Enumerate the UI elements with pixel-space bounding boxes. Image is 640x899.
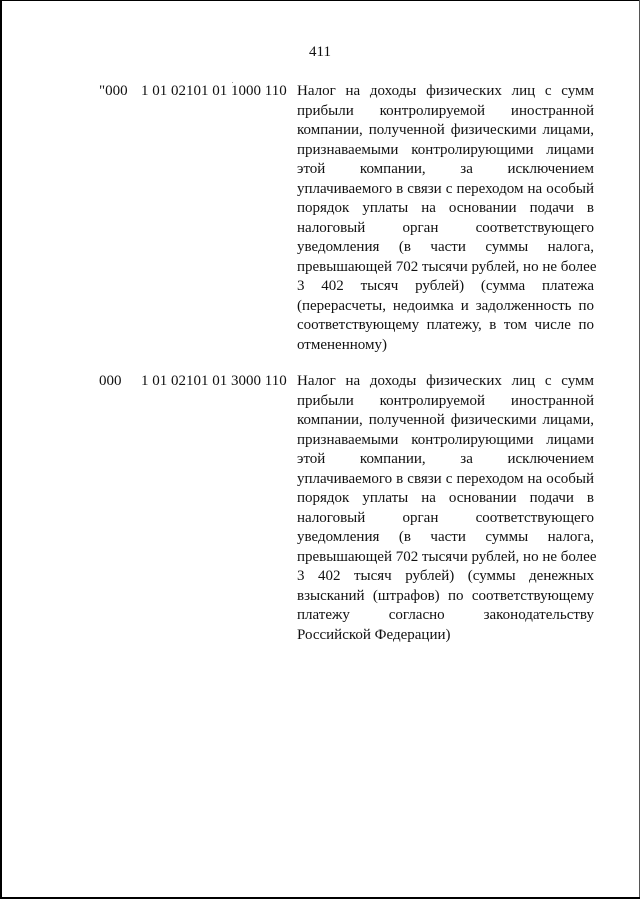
description-line: превышающей 702 тысячи рублей, но не более (297, 548, 597, 565)
description-line: компании, полученной физическими лицами, (297, 412, 594, 428)
scan-border-top (0, 0, 640, 1)
admin-code: 000 (99, 373, 122, 389)
description-line: уплачиваемого в связи с переходом на особый (297, 470, 594, 487)
description-line: 3 402 тысяч рублей) (сумма платежа (297, 278, 594, 294)
description-line: уплачиваемого в связи с переходом на особый (297, 180, 594, 197)
description-line: налоговый орган соответствующего (297, 509, 594, 526)
description (297, 82, 597, 355)
description-line: признаваемыми контролирующими лицами (297, 431, 594, 448)
description-line: Налог на доходы физических лиц с сумм (297, 83, 594, 99)
description-line: 3 402 тысяч рублей) (суммы денежных (297, 568, 594, 584)
description-line: отмененному) (297, 336, 387, 353)
description-line: превышающей 702 тысячи рублей, но не более (297, 258, 597, 275)
description-line: соответствующему платежу, в том числе по (297, 317, 594, 333)
description-line: налоговый орган соответствующего (297, 219, 594, 236)
description-line: Российской Федерации) (297, 626, 451, 643)
description-line: взысканий (штрафов) по соответствующему (297, 587, 594, 604)
description-line: прибыли контролируемой иностранной (297, 102, 594, 119)
description-line: компании, полученной физическими лицами, (297, 122, 594, 138)
kbk-code: 1 01 02101 01 3000 110 (141, 373, 287, 389)
admin-code: "000 (99, 83, 128, 99)
scan-border-left (0, 0, 2, 899)
description-line: уведомления (в части суммы налога, (297, 529, 594, 545)
description (297, 372, 597, 645)
description-line: порядок уплаты на основании подачи в (297, 200, 594, 216)
description-line: признаваемыми контролирующими лицами (297, 141, 594, 158)
description-line: порядок уплаты на основании подачи в (297, 490, 594, 506)
description-line: (перерасчеты, недоимка и задолженность по (297, 297, 594, 314)
description-line: этой компании, за исключением (297, 451, 594, 467)
description-line: этой компании, за исключением (297, 161, 594, 177)
description-line: прибыли контролируемой иностранной (297, 392, 594, 409)
description-line: платежу согласно законодательству (297, 607, 594, 623)
description-line: уведомления (в части суммы налога, (297, 239, 594, 255)
page-number: 411 (309, 44, 331, 60)
kbk-code: 1 01 02101 01 1000 110 (141, 83, 287, 99)
description-line: Налог на доходы физических лиц с сумм (297, 373, 594, 389)
